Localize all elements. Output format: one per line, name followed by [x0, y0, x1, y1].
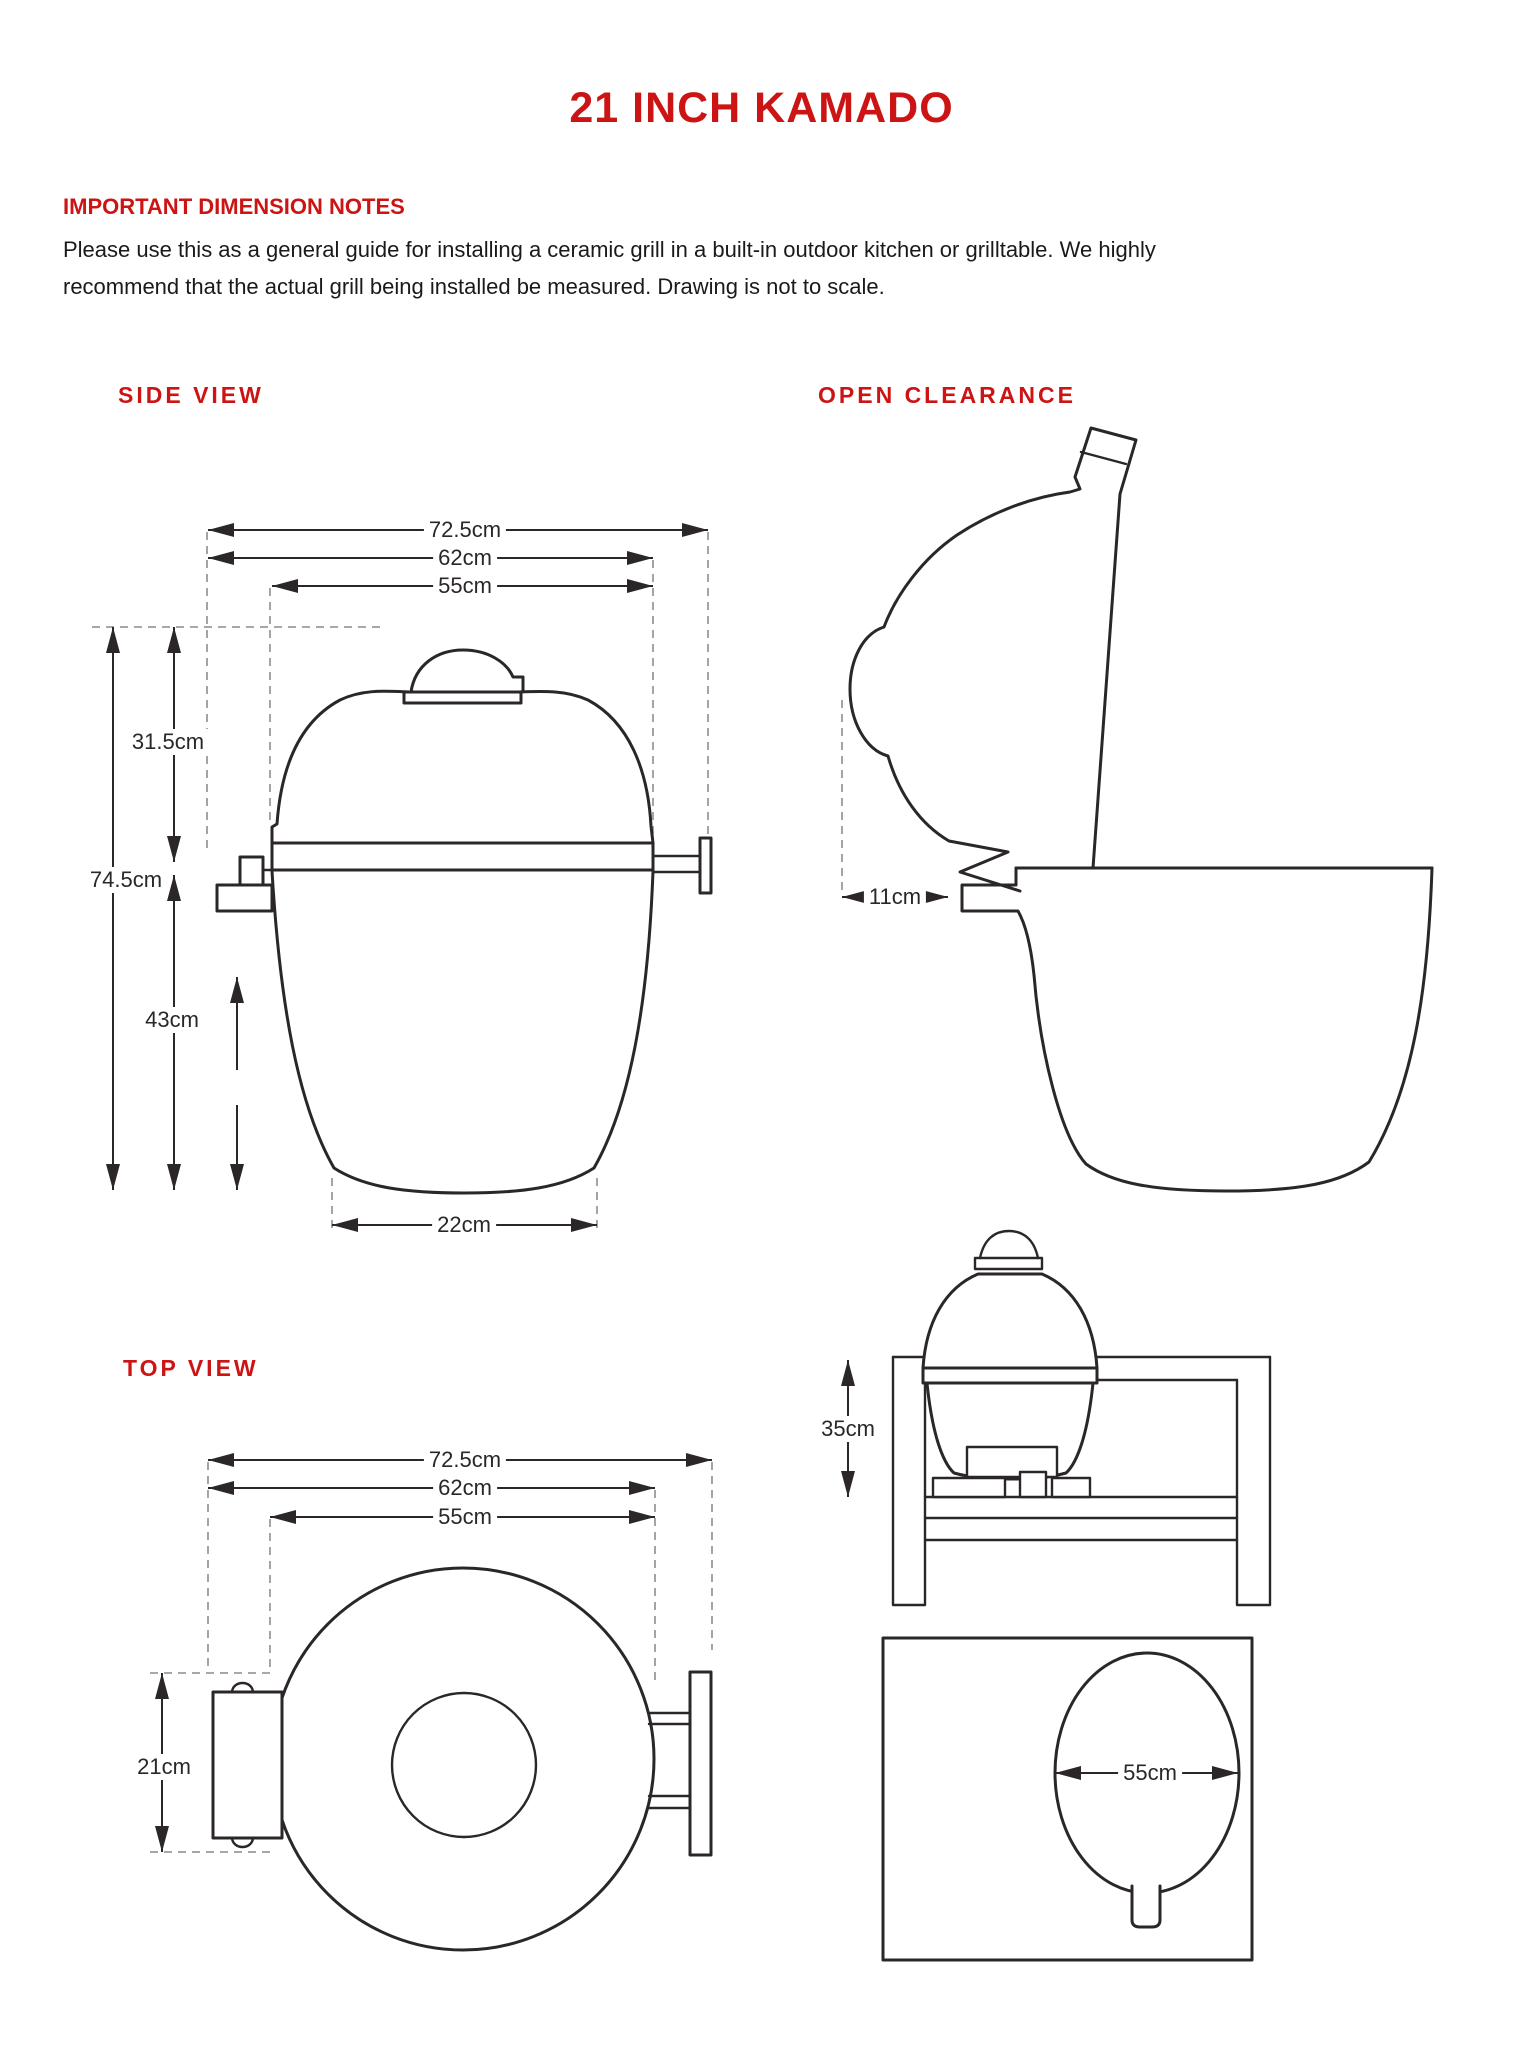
top-view-heading: TOP VIEW — [123, 1355, 259, 1381]
dim-side-base-bottom-width: 22cm — [432, 1212, 496, 1238]
top-view-drawing — [150, 1453, 712, 1950]
dim-top-hinge-width: 21cm — [132, 1754, 196, 1780]
open-base-outline — [962, 868, 1432, 1191]
dim-side-dome-width: 55cm — [433, 573, 497, 599]
side-view-drawing — [92, 523, 711, 1232]
shelf-bracket-bars — [653, 856, 700, 872]
dim-open-lid-overhang: 11cm — [864, 884, 926, 910]
dim-side-overall-width: 72.5cm — [424, 517, 506, 543]
open-clearance-heading: OPEN CLEARANCE — [818, 382, 1076, 408]
cutout-board — [883, 1638, 1252, 1960]
open-lid-outline — [850, 428, 1136, 891]
paver-left — [933, 1478, 1005, 1497]
kamado-in-table — [923, 1231, 1097, 1497]
dim-top-dome-diameter: 55cm — [433, 1504, 497, 1530]
shelf-bracket-plate — [700, 838, 711, 893]
paver-right — [1052, 1478, 1090, 1497]
dome-top-circle — [272, 1568, 654, 1950]
hinge-upper — [240, 857, 263, 885]
top-vent-plate — [404, 692, 521, 703]
dim-side-lid-height: 31.5cm — [127, 729, 209, 755]
base-bowl — [272, 871, 653, 1193]
side-view-dimension-lines — [106, 523, 708, 1232]
kamado-side-outline — [217, 650, 711, 1193]
notes-line-1: Please use this as a general guide for installing a ceramic grill in a built-in outdoor kitchen or grilltable. We highly — [63, 237, 1156, 262]
table-kamado-vent-cap — [980, 1231, 1038, 1258]
grill-table-drawing — [841, 1231, 1270, 1605]
top-vent-cap — [411, 650, 523, 692]
paver-center — [1020, 1472, 1046, 1497]
notes-line-2: recommend that the actual grill being installed be measured. Drawing is not to scale. — [63, 274, 885, 299]
bracket-plate-top-view — [690, 1672, 711, 1855]
cutout-template-drawing — [883, 1638, 1252, 1960]
page-title: 21 INCH KAMADO — [569, 84, 954, 132]
side-view-heading: SIDE VIEW — [118, 382, 264, 408]
table-kamado-dome — [923, 1274, 1097, 1368]
notes-heading: IMPORTANT DIMENSION NOTES — [63, 194, 405, 219]
dim-top-body-width: 62cm — [433, 1475, 497, 1501]
vent-cap-circle — [392, 1693, 536, 1837]
dim-side-body-width: 62cm — [433, 545, 497, 571]
hinge-lower — [217, 885, 272, 911]
dim-side-base-height: 43cm — [140, 1007, 204, 1033]
dim-side-total-height: 74.5cm — [85, 867, 167, 893]
dim-table-drop-in-depth: 35cm — [816, 1416, 880, 1442]
table-kamado-band — [923, 1368, 1097, 1383]
dim-top-overall-width: 72.5cm — [424, 1447, 506, 1473]
hinge-top-view — [213, 1692, 282, 1838]
dim-cutout-diameter: 55cm — [1118, 1760, 1182, 1786]
table-kamado-vent-plate — [975, 1258, 1042, 1269]
open-clearance-drawing — [842, 428, 1432, 1191]
